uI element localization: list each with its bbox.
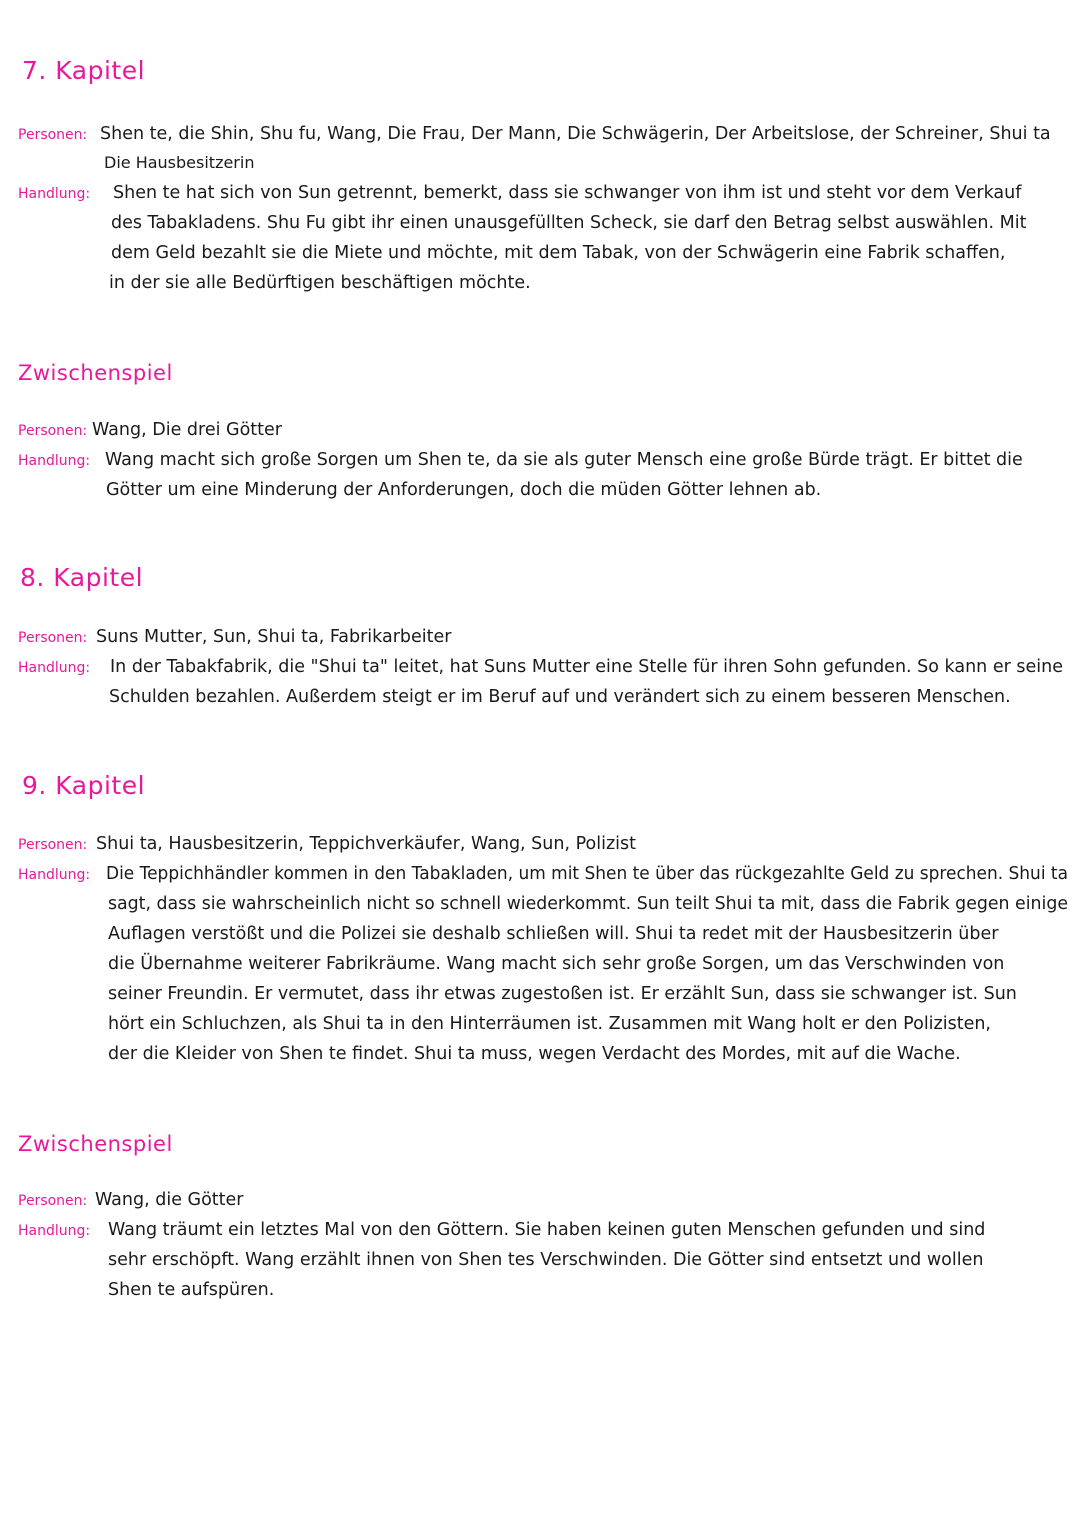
handlung-label: Handlung: — [18, 867, 91, 883]
section-heading: Zwischenspiel — [18, 1132, 173, 1156]
handlung-label: Handlung: — [18, 660, 91, 676]
personen-line: Suns Mutter, Sun, Shui ta, Fabrikarbeiter — [96, 627, 452, 647]
handlung-line: des Tabakladens. Shu Fu gibt ihr einen unausgefüllten Scheck, sie darf den Betrag selbst auswählen. Mit — [111, 213, 1027, 233]
handlung-line: Shen te hat sich von Sun getrennt, bemerkt, dass sie schwanger von ihm ist und steht vor dem Verkauf — [113, 183, 1022, 203]
handlung-line: Wang macht sich große Sorgen um Shen te, da sie als guter Mensch eine große Bürde trägt. Er bittet die — [105, 450, 1023, 470]
personen-line: Wang, die Götter — [95, 1190, 244, 1210]
handlung-line: Schulden bezahlen. Außerdem steigt er im Beruf auf und verändert sich zu einem besseren Menschen. — [109, 687, 1011, 707]
handlung-line: In der Tabakfabrik, die "Shui ta" leitet, hat Suns Mutter eine Stelle für ihren Sohn gefunden. So kann er seine — [110, 657, 1063, 677]
personen-label: Personen: — [18, 127, 88, 143]
handlung-line: Götter um eine Minderung der Anforderungen, doch die müden Götter lehnen ab. — [106, 480, 822, 500]
personen-line: Wang, Die drei Götter — [92, 420, 282, 440]
handlung-label: Handlung: — [18, 1223, 91, 1239]
section-heading: 7. Kapitel — [22, 56, 146, 85]
personen-line: Shen te, die Shin, Shu fu, Wang, Die Frau, Der Mann, Die Schwägerin, Der Arbeitslose, der Schreiner, Shui ta — [100, 124, 1051, 144]
section-heading: 9. Kapitel — [22, 771, 146, 800]
personen-line: Die Hausbesitzerin — [104, 153, 255, 172]
personen-label: Personen: — [18, 1193, 88, 1209]
handlung-line: die Übernahme weiterer Fabrikräume. Wang macht sich sehr große Sorgen, um das Verschwinden von — [108, 954, 1005, 974]
handlung-line: hört ein Schluchzen, als Shui ta in den Hinterräumen ist. Zusammen mit Wang holt er den Polizisten, — [108, 1014, 991, 1034]
personen-label: Personen: — [18, 423, 88, 439]
handlung-line: seiner Freundin. Er vermutet, dass ihr etwas zugestoßen ist. Er erzählt Sun, dass sie schwanger ist. Sun — [108, 984, 1017, 1004]
handlung-line: Wang träumt ein letztes Mal von den Göttern. Sie haben keinen guten Menschen gefunden und sind — [108, 1220, 986, 1240]
handlung-line: Die Teppichhändler kommen in den Tabakladen, um mit Shen te über das rückgezahlte Geld zu sprechen. Shui ta — [106, 864, 1068, 884]
handlung-line: der die Kleider von Shen te findet. Shui ta muss, wegen Verdacht des Mordes, mit auf die Wache. — [108, 1044, 961, 1064]
handlung-line: in der sie alle Bedürftigen beschäftigen möchte. — [109, 273, 531, 293]
personen-line: Shui ta, Hausbesitzerin, Teppichverkäufer, Wang, Sun, Polizist — [96, 834, 636, 854]
handlung-line: Auflagen verstößt und die Polizei sie deshalb schließen will. Shui ta redet mit der Hausbesitzerin über — [108, 924, 999, 944]
personen-label: Personen: — [18, 837, 88, 853]
handlung-line: sehr erschöpft. Wang erzählt ihnen von Shen tes Verschwinden. Die Götter sind entsetzt und wollen — [108, 1250, 984, 1270]
handlung-line: Shen te aufspüren. — [108, 1280, 275, 1300]
personen-label: Personen: — [18, 630, 88, 646]
handlung-line: dem Geld bezahlt sie die Miete und möchte, mit dem Tabak, von der Schwägerin eine Fabrik schaffen, — [111, 243, 1006, 263]
section-heading: 8. Kapitel — [20, 563, 144, 592]
handlung-label: Handlung: — [18, 453, 91, 469]
handlung-line: sagt, dass sie wahrscheinlich nicht so schnell wiederkommt. Sun teilt Shui ta mit, dass die Fabrik gegen einige — [108, 894, 1069, 914]
handlung-label: Handlung: — [18, 186, 91, 202]
section-heading: Zwischenspiel — [18, 361, 173, 385]
